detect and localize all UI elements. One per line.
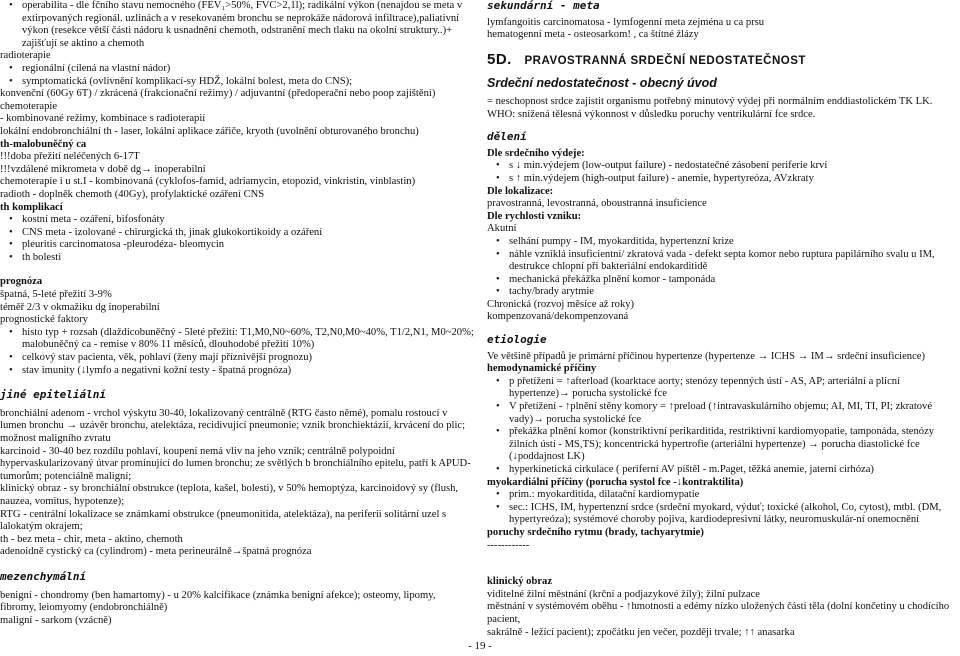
prognoza-line: téměř 2/3 v okmažiku dg inoperabilní	[0, 301, 160, 313]
doba-preziti: !!!doba přežití neléčených 6-17T	[0, 151, 140, 163]
prognoza-list	[0, 327, 474, 377]
klinicky-title: klinický obraz	[487, 576, 553, 588]
rytmus-line: poruchy srdečního rytmu (brady, tachyarytmie)	[487, 526, 704, 538]
list-item: • symptomatická (ovlivnění komplikací-sy HDŽ, lokální bolest, meta do CNS);	[0, 76, 474, 89]
malobunecny-title: th-malobuněčný ca	[0, 138, 87, 150]
list-item: • překážka plnění komor (konstriktivní perikarditida, restriktivní kardiomyopatie, tamponáda, stenózy žilních ústí - MS,TS); koncentrická hypertrofie (arteriální hypertenze) → porucha diastolické fce (↓poddajnost LK)	[487, 426, 957, 464]
prognoza-line: prognostické faktory	[0, 314, 88, 326]
list-item: • selhání pumpy - IM, myokarditida, hypertenzní krize	[487, 236, 957, 249]
list-item: • th bolesti	[0, 252, 474, 265]
list-item: • V přetížení - ↑plnění stěny komory = ↑preload (↑intravaskulárního objemu; AI, MI, TI, PI; zkratové vady)→ porucha systolické fce	[487, 401, 957, 426]
list-item: • sec.: ICHS, IM, hypertenzní srdce (srdeční myokard, výduť; toxické (alkohol, Co, cytost), mtbl. (DM, hypertyreóza); systémové choroby pojiva, kardiodepresivní látky, neuromuskulár-ní onemocnění	[487, 502, 957, 527]
list-item: • kostní meta - ozáření, bifosfonáty	[0, 214, 474, 227]
list-item: • CNS meta - izolované - chirurgická th, jinak glukokortikoidy a ozáření	[0, 227, 474, 240]
mezenchym-line: maligní - sarkom (vzácně)	[0, 614, 112, 626]
radioterapie-list	[0, 63, 474, 88]
sekundarni-line: hematogenní meta - osteosarkom! , ca štítné žlázy	[487, 29, 699, 41]
rychlost-title: Dle rychlosti vzniku:	[487, 210, 582, 222]
subsection-title: Srdeční nedostatečnost - obecný úvod	[487, 76, 717, 91]
section-number: 5D.	[487, 50, 512, 68]
radioterapie-title: radioterapie	[0, 50, 51, 62]
mezenchymalni-title: mezenchymální	[0, 569, 87, 583]
myokardialni-list	[487, 489, 957, 527]
radioterapie-text: konvenční (60Gy 6T) / zkrácená (frakcionační režimy) / adjuvantní (předoperační nebo poop zajištění)	[0, 88, 436, 100]
separator-dashes: ------------	[487, 539, 530, 551]
vydej-title: Dle srdečního výdeje:	[487, 147, 585, 159]
etiologie-title: etiologie	[487, 333, 547, 347]
list-item: • stav imunity (↓lymfo a negativní kožní testy - špatná prognóza)	[0, 365, 474, 378]
chemoterapie-title: chemoterapie	[0, 100, 58, 112]
chemo-line: lokální endobronchiální th - laser, lokální aplikace zářiče, kryoth (uvolnění obturovaného bronchu)	[0, 125, 419, 137]
spacer	[0, 264, 474, 276]
spacer	[487, 552, 957, 576]
klinicky-line: sakrálně - ležící pacient); zpočátku jen večer, později trvale; ↑↑ anasarka	[487, 626, 795, 638]
list-item: • s ↑ min.výdejem (high-output failure) - anemie, hypertyreóza, AVzkraty	[487, 173, 957, 186]
vydej-list	[487, 160, 957, 185]
chemo-line: chemoterapie i u st.I - kombinovaná (cyklofos-famid, adriamycin, etopozid, vinkristin, vinblastin)	[0, 176, 416, 188]
jine-paragraph: karcinoid - 30-40 bez rozdílu pohlaví, koupení nemá vliv na jeho vznik; centrálně polypoidní hypervaskularizovaný útvar prominující do lumen bronchu; ze světlých b bronchiálního epitelu, patří k APUD-tumorům; potenciálně maligní;	[0, 445, 471, 482]
jine-paragraph: th - bez meta - chir, meta - aktino, chemoth	[0, 533, 183, 545]
list-item: • mechanická překážka plnění komor - tamponáda	[487, 274, 957, 287]
vzdalene-meta: !!!vzdálené mikrometa v době dg→ inoperabilní	[0, 163, 206, 175]
klinicky-line: viditelné žilní městnání (krční a podjazykové žíly); žilní pulzace	[487, 588, 760, 600]
komplikace-title: th komplikací	[0, 201, 63, 213]
etiologie-text: Ve většině případů je primární příčinou hypertenze (hypertenze → ICHS → IM→ srdeční insuficience)	[487, 350, 926, 362]
list-item: • celkový stav pacienta, věk, pohlaví (ženy mají příznivější prognozu)	[0, 352, 474, 365]
list-item: • s ↓ min.výdejem (low-output failure) - nedostatečné zásobení periferie krví	[487, 160, 957, 173]
sekundarni-line: lymfangoitis carcinomatosa - lymfogenní meta zejména u ca prsu	[487, 16, 765, 28]
jine-epitelialni-title: jiné epiteliální	[0, 388, 106, 402]
mezenchym-line: benigní - chondromy (ben hamartomy) - u 20% kalcifikace (známka benigní afekce); osteomy, lipomy, fibromy, leiomyomy (endobronchiálně)	[0, 589, 436, 614]
list-item: • tachy/brady arytmie	[487, 286, 957, 299]
list-item: • náhle vzniklá insuficientní/ zkratová vada - defekt septa komor nebo ruptura papilárního svalu u IM, destrukce chlopní při bakteriální endokarditidě	[487, 249, 957, 274]
jine-paragraph: klinický obraz - sy bronchiální obstrukce (teplota, kašel, bolesti), v 50% hemoptýza, karcinoidový sy (flush, nauzea, vomitus, hypotenze);	[0, 483, 459, 507]
prognoza-line: špatná, 5-leté přežití 3-9%	[0, 289, 112, 301]
sekundarni-title: sekundární - meta	[487, 0, 600, 12]
akutni-list	[487, 236, 957, 299]
akutni-label: Akutní	[487, 223, 517, 235]
hemodynamicke-title: hemodynamické příčiny	[487, 363, 597, 375]
list-item: • regionální (cílená na vlastní nádor)	[0, 63, 474, 76]
list-item: • p přetížení = ↑afterload (koarktace aorty; stenózy tepenných ústí - AS, AP; arteriální a plicní hypertenze)→ porucha systolické fce	[487, 376, 957, 401]
myokardialni-title: myokardiální příčiny (porucha systol fce -↓kontraktilita)	[487, 476, 744, 488]
list-item: • prim.: myokarditida, dilatační kardiomypatie	[487, 489, 957, 502]
chemo-line: - kombinované režimy, kombinace s radioterapií	[0, 113, 206, 125]
operabilita-item: • operabilita - dle fčního stavu nemocného (FEV₁>50%, FVC>2,1l); radikální výkon (nenajdou se meta v extirpovaných regionál. uzlinách a v resekovaném bronchu se neprokáže nádorová infiltrace),paliativní výkon (resekce větší části nádoru k usnadnění chemoth, odstranění mech tlaku na okolní struktury..)+ zajišťují se aktino a chemoth	[0, 0, 474, 50]
list-item: • hyperkinetická cirkulace ( periferní AV píštěl - m.Paget, těžká anemie, jaterní cirhóza)	[487, 464, 957, 477]
section-heading	[487, 50, 957, 68]
hemodynamicke-list	[487, 376, 957, 477]
lokalizace-text: pravostranná, levostranná, oboustranná insuficience	[487, 198, 707, 210]
operabilita-list	[0, 0, 474, 50]
list-item: • pleuritis carcinomatosa -pleurodéza- bleomycin	[0, 239, 474, 252]
chronicka-label: Chronická (rozvoj měsíce až roky)	[487, 298, 635, 310]
left-column	[0, 0, 474, 627]
definition-text: = neschopnost srdce zajistit organismu potřebný minutový výdej při normálním enddiastolickém TK LK. WHO: snížená tělesná výkonnost v důsledku poruchy ventrikulární fce srdce.	[487, 95, 933, 120]
adenoid-line: adenoidně cystický ca (cylindrom) - meta perineurálně→špatná prognóza	[0, 546, 312, 558]
kompenzovana-label: kompenzovaná/dekompenzovaná	[487, 311, 629, 323]
list-item: • histo typ + rozsah (dlaždicobuněčný - 5leté přežití: T1,M0,N0~60%, T2,N0,M0~40%, T1/2,N1, M0~20%; malobuněčný ca - remise v 80% 11 měsíců, dlouhodobé přežití 10%)	[0, 327, 474, 352]
komplikace-list	[0, 214, 474, 264]
lokalizace-title: Dle lokalizace:	[487, 185, 554, 197]
radioth-line: radioth - doplněk chemoth (40Gy), profylaktické ozáření CNS	[0, 188, 265, 200]
right-column	[487, 0, 957, 639]
section-title: PRAVOSTRANNÁ SRDEČNÍ NEDOSTATEČNOST	[524, 54, 806, 67]
deleni-title: dělení	[487, 130, 527, 144]
jine-paragraph: RTG - centrální lokalizace se známkami obstrukce (pneumonitida, atelektáza), na periferii solitární uzel s lalokatým okrajem;	[0, 508, 447, 533]
klinicky-line: městnání v systémovém oběhu - ↑hmotnosti a edémy nízko uložených částí těla (dolní končetiny u chodícího pacient,	[487, 601, 950, 625]
page-number: - 19 -	[468, 640, 492, 652]
prognoza-title: prognóza	[0, 276, 43, 288]
jine-paragraph: bronchiální adenom - vrchol výskytu 30-40, lokalizovaný centrálně (RTG často němé), pomalu rostoucí v lumen bronchu → uzávěr bronchu, atelektáza, recidivující pneumonie; vznik bronchiektázií, krvácení do plic; možnost maligního zvratu	[0, 407, 466, 444]
